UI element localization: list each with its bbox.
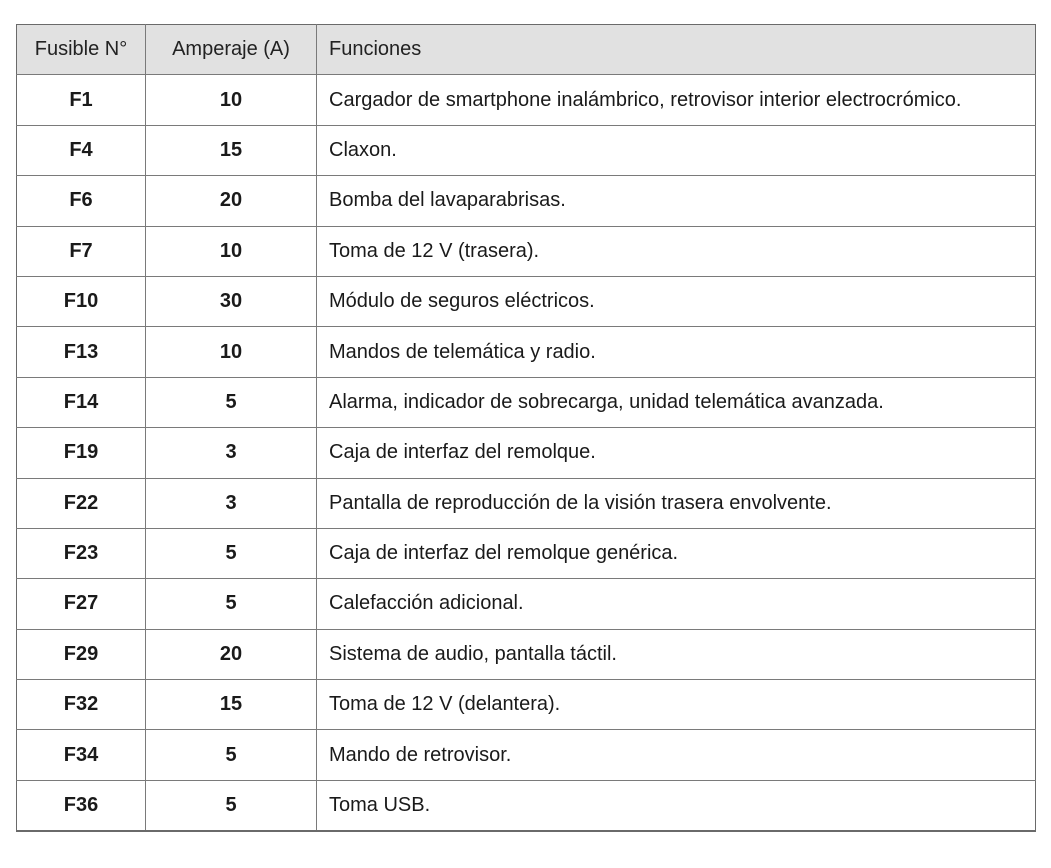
fuse-number-cell: F34 (17, 730, 146, 780)
table-row (17, 730, 1036, 780)
amperage-cell: 5 (146, 377, 317, 427)
table-row (17, 176, 1036, 226)
fuse-number-cell: F22 (17, 478, 146, 528)
table-row (17, 75, 1036, 125)
fuse-number-cell: F7 (17, 226, 146, 276)
fuse-number-cell: F10 (17, 276, 146, 326)
functions-cell: Toma de 12 V (trasera). (317, 226, 1036, 276)
fuse-number-cell: F6 (17, 176, 146, 226)
table-row (17, 680, 1036, 730)
table-row (17, 478, 1036, 528)
amperage-cell: 5 (146, 730, 317, 780)
fuse-number-cell: F14 (17, 377, 146, 427)
fuse-number-cell: F27 (17, 579, 146, 629)
amperage-cell: 10 (146, 327, 317, 377)
amperage-cell: 3 (146, 478, 317, 528)
amperage-cell: 3 (146, 428, 317, 478)
amperage-cell: 20 (146, 629, 317, 679)
table-row (17, 226, 1036, 276)
table-row (17, 377, 1036, 427)
fuse-number-cell: F29 (17, 629, 146, 679)
table-row (17, 629, 1036, 679)
functions-cell: Toma USB. (317, 780, 1036, 830)
functions-cell: Bomba del lavaparabrisas. (317, 176, 1036, 226)
amperage-cell: 15 (146, 680, 317, 730)
fuse-table-body (17, 75, 1036, 831)
fuse-number-cell: F36 (17, 780, 146, 830)
fuse-number-cell: F32 (17, 680, 146, 730)
amperage-cell: 10 (146, 226, 317, 276)
functions-cell: Caja de interfaz del remolque genérica. (317, 528, 1036, 578)
functions-cell: Toma de 12 V (delantera). (317, 680, 1036, 730)
fuse-number-cell: F19 (17, 428, 146, 478)
amperage-cell: 30 (146, 276, 317, 326)
fuse-number-cell: F13 (17, 327, 146, 377)
functions-cell: Pantalla de reproducción de la visión trasera envolvente. (317, 478, 1036, 528)
table-row (17, 780, 1036, 830)
fuse-table-header (17, 25, 1036, 75)
functions-cell: Mando de retrovisor. (317, 730, 1036, 780)
functions-cell: Módulo de seguros eléctricos. (317, 276, 1036, 326)
functions-cell: Claxon. (317, 125, 1036, 175)
amperage-cell: 5 (146, 780, 317, 830)
table-row (17, 428, 1036, 478)
table-row (17, 327, 1036, 377)
fuse-number-cell: F23 (17, 528, 146, 578)
functions-cell: Cargador de smartphone inalámbrico, retrovisor interior electrocrómico. (317, 75, 1036, 125)
header-amperage: Amperaje (A) (146, 25, 317, 75)
amperage-cell: 20 (146, 176, 317, 226)
table-row (17, 125, 1036, 175)
amperage-cell: 10 (146, 75, 317, 125)
amperage-cell: 5 (146, 528, 317, 578)
header-row (17, 25, 1036, 75)
functions-cell: Caja de interfaz del remolque. (317, 428, 1036, 478)
fuse-table (16, 24, 1036, 832)
fuse-number-cell: F1 (17, 75, 146, 125)
functions-cell: Calefacción adicional. (317, 579, 1036, 629)
functions-cell: Mandos de telemática y radio. (317, 327, 1036, 377)
fuse-table-container (16, 24, 1036, 832)
fuse-number-cell: F4 (17, 125, 146, 175)
amperage-cell: 15 (146, 125, 317, 175)
header-functions: Funciones (317, 25, 1036, 75)
functions-cell: Alarma, indicador de sobrecarga, unidad telemática avanzada. (317, 377, 1036, 427)
functions-cell: Sistema de audio, pantalla táctil. (317, 629, 1036, 679)
table-row (17, 579, 1036, 629)
table-row (17, 276, 1036, 326)
amperage-cell: 5 (146, 579, 317, 629)
header-fuse-number: Fusible N° (17, 25, 146, 75)
table-row (17, 528, 1036, 578)
